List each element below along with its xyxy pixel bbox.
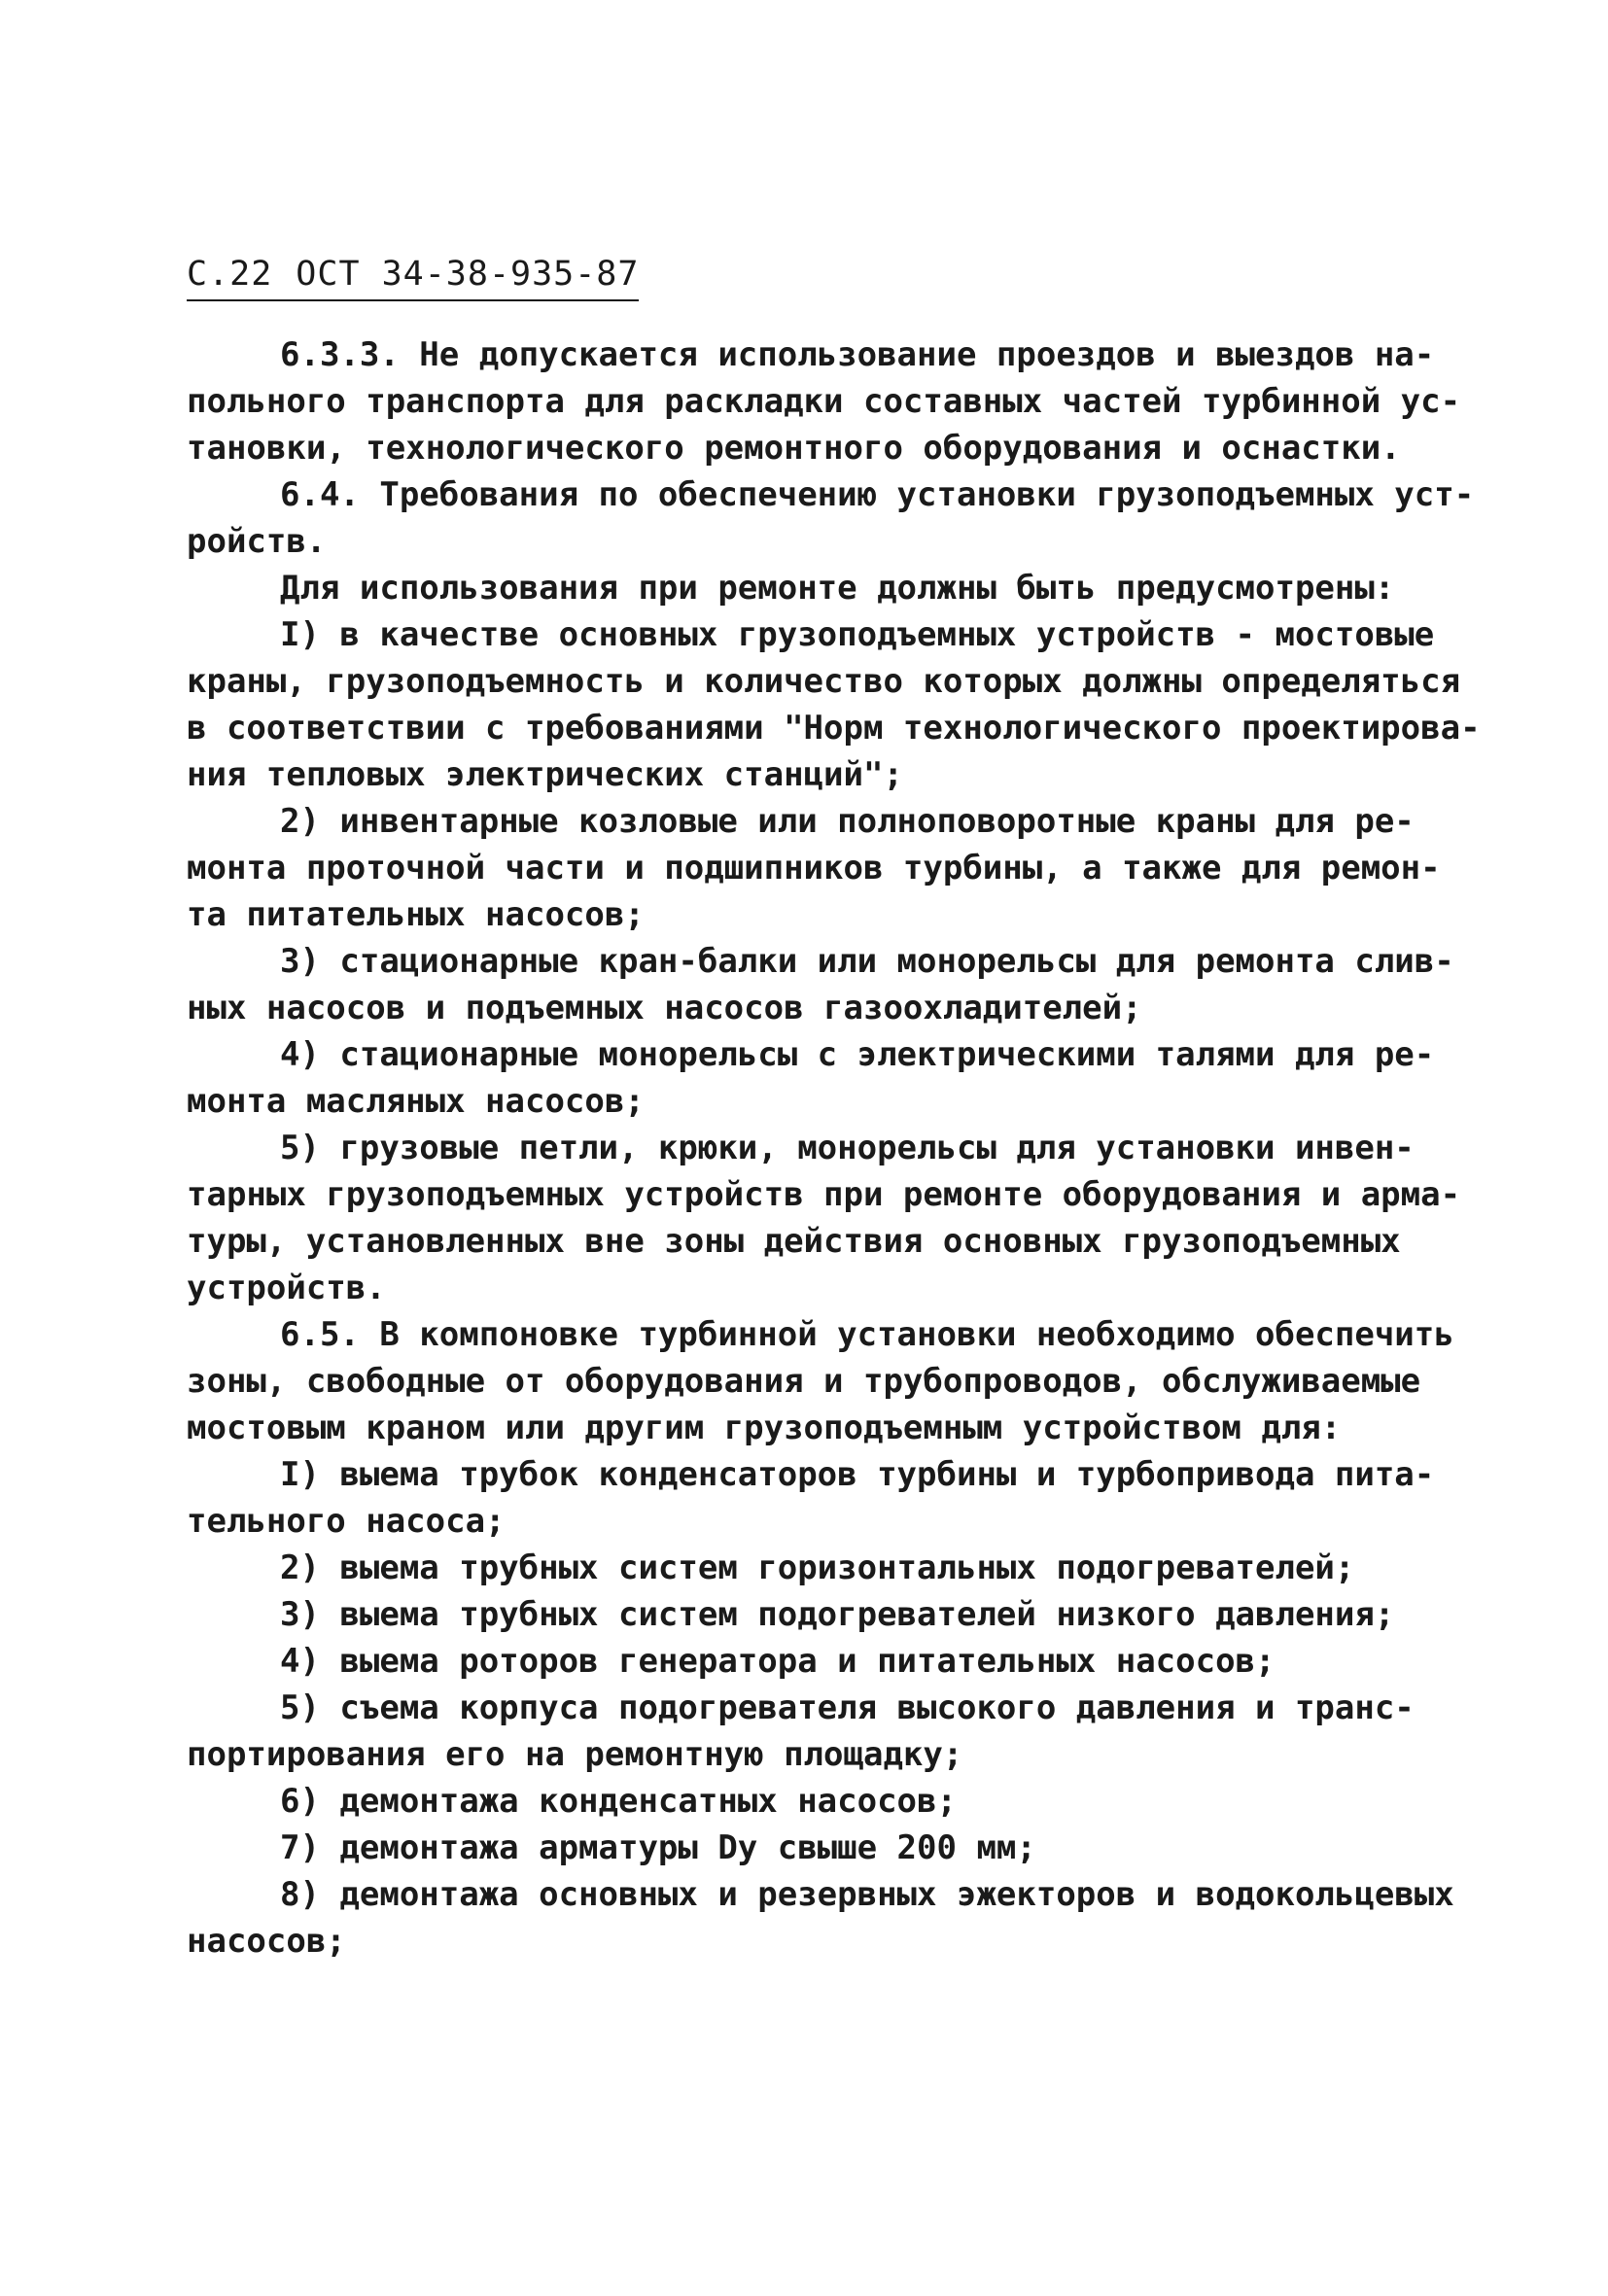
text-line: 6) демонтажа конденсатных насосов; (280, 1782, 957, 1821)
text-line: польного транспорта для раскладки составных частей турбинной ус- (187, 382, 1461, 421)
text-line: краны, грузоподъемность и количество которых должны определяться (187, 662, 1461, 701)
text-line: та питательных насосов; (187, 895, 645, 934)
text-line: монта проточной части и подшипников турбины, а также для ремон- (187, 849, 1441, 887)
text-line: 6.4. Требования по обеспечению установки грузоподъемных уст- (280, 475, 1475, 514)
document-body (187, 331, 1481, 1965)
page-header (187, 255, 639, 301)
text-line: туры, установленных вне зоны действия основных грузоподъемных (187, 1222, 1401, 1261)
text-line: 5) съема корпуса подогревателя высокого давления и транс- (280, 1688, 1415, 1727)
text-line: 8) демонтажа основных и резервных эжекторов и водокольцевых (280, 1875, 1454, 1914)
text-line: I) выема трубок конденсаторов турбины и турбопривода пита- (280, 1455, 1435, 1494)
text-line: 5) грузовые петли, крюки, монорельсы для установки инвен- (280, 1129, 1415, 1167)
text-line: тельного насоса; (187, 1502, 506, 1541)
text-line: устройств. (187, 1269, 386, 1307)
text-line: 4) выема роторов генератора и питательных насосов; (280, 1642, 1276, 1681)
text-line: 2) инвентарные козловые или полноповоротные краны для ре- (280, 802, 1415, 841)
text-line: 3) стационарные кран-балки или монорельсы для ремонта слив- (280, 942, 1454, 981)
text-line: 3) выема трубных систем подогревателей низкого давления; (280, 1595, 1395, 1634)
text-line: Для использования при ремонте должны быть предусмотрены: (280, 569, 1395, 608)
text-line: 7) демонтажа арматуры Dу свыше 200 мм; (280, 1828, 1036, 1867)
text-line: тановки, технологического ремонтного оборудования и оснастки. (187, 429, 1401, 468)
text-line: мостовым краном или другим грузоподъемным устройством для: (187, 1409, 1342, 1447)
text-line: в соответствии с требованиями "Норм технологического проектирова- (187, 709, 1481, 748)
text-line: 2) выема трубных систем горизонтальных подогревателей; (280, 1548, 1355, 1587)
text-line: 6.5. В компоновке турбинной установки необходимо обеспечить (280, 1315, 1454, 1354)
page-number: С.22 (187, 255, 273, 294)
text-line: ных насосов и подъемных насосов газоохладителей; (187, 989, 1142, 1027)
text-line: насосов; (187, 1922, 346, 1961)
standard-code: ОСТ 34-38-935-87 (296, 255, 640, 294)
text-line: I) в качестве основных грузоподъемных устройств - мостовые (280, 615, 1435, 654)
text-line: 6.3.3. Не допускается использование проездов и выездов на- (280, 335, 1435, 374)
text-line: зоны, свободные от оборудования и трубопроводов, обслуживаемые (187, 1362, 1421, 1401)
text-line: тарных грузоподъемных устройств при ремонте оборудования и арма- (187, 1175, 1461, 1214)
text-line: ройств. (187, 522, 327, 561)
text-line: 4) стационарные монорельсы с электрическими талями для ре- (280, 1035, 1435, 1074)
text-line: ния тепловых электрических станций"; (187, 755, 903, 794)
text-line: портирования его на ремонтную площадку; (187, 1735, 963, 1774)
text-line: монта масляных насосов; (187, 1082, 645, 1121)
